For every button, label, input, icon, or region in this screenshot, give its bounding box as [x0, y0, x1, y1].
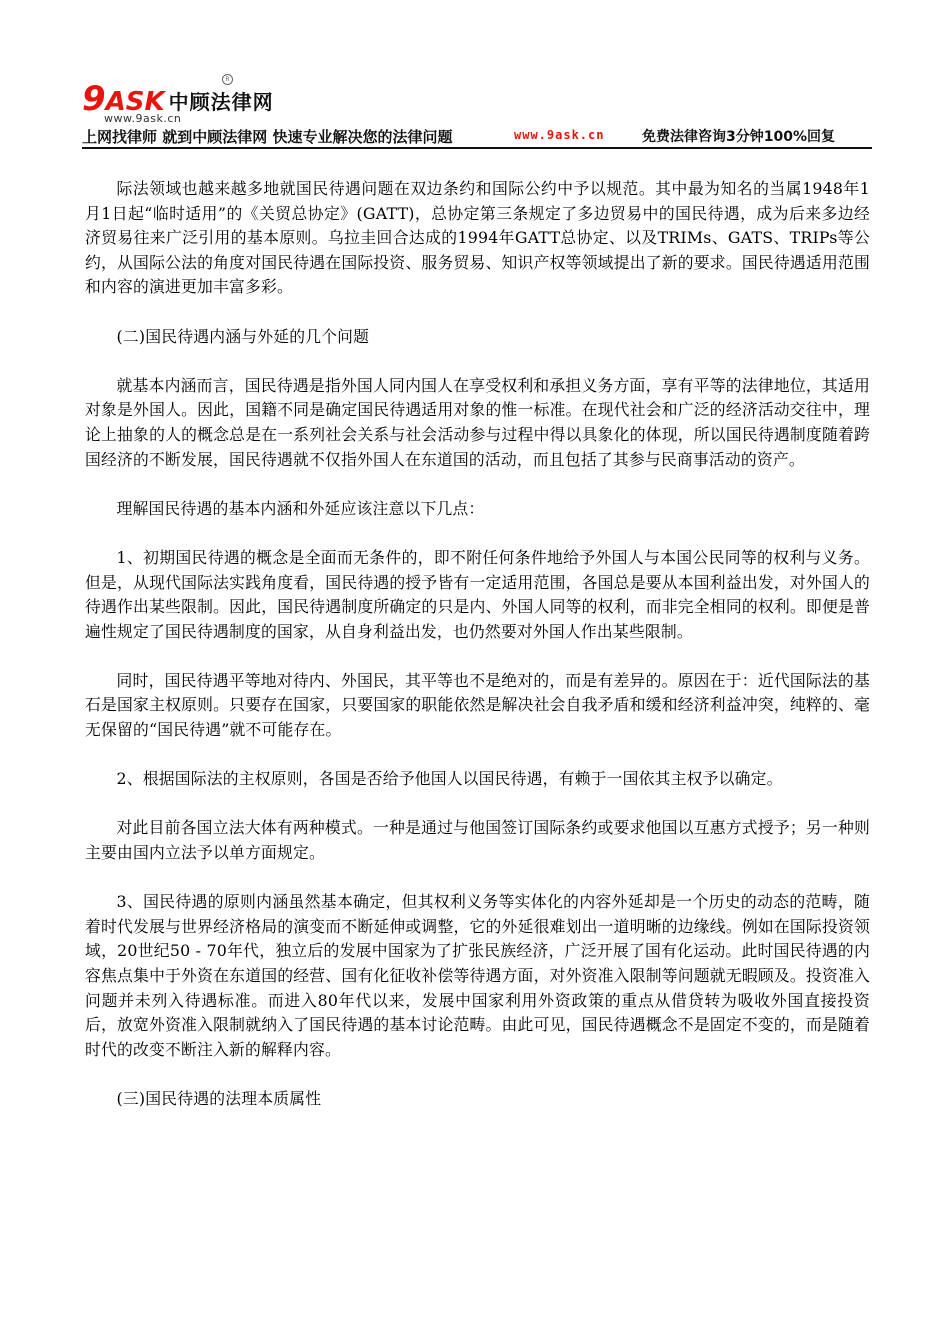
paragraph: 对此目前各国立法大体有两种模式。一种是通过与他国签订国际条约或要求他国以互惠方式授予；另一种则主要由国内立法予以单方面规定。 [85, 818, 870, 863]
logo-url: www.9ask.cn [104, 112, 182, 125]
registered-mark-icon: R [222, 74, 233, 85]
paragraph: 2、根据国际法的主权原则，各国是否给予他国人以国民待遇，有赖于一国依其主权予以确定。 [116, 769, 783, 789]
section-heading: (二)国民待遇内涵与外延的几个问题 [116, 326, 370, 346]
paragraph: 就基本内涵而言，国民待遇是指外国人同内国人在享受权利和承担义务方面，享有平等的法律地位，其适用对象是外国人。因此，国籍不同是确定国民待遇适用对象的惟一标准。在现代社会和广泛的经济活动交往中，理论上抽象的人的概念总是在一系列社会关系与社会活动参与过程中得以具象化的体现，所以国民待遇制度随着跨国经济的不断发展，国民待遇就不仅指外国人在东道国的活动，而且包括了其参与民商事活动的资产。 [85, 375, 870, 469]
header-site-link[interactable]: www.9ask.cn [514, 128, 605, 142]
paragraph: 理解国民待遇的基本内涵和外延应该注意以下几点： [116, 498, 485, 518]
header-service-promo: 免费法律咨询3分钟100%回复 [642, 129, 835, 145]
header-slogan: 上网找律师 就到中顾法律网 快速专业解决您的法律问题 [82, 128, 453, 146]
paragraph: 同时，国民待遇平等地对待内、外国民，其平等也不是绝对的，而是有差异的。原因在于：近代国际法的基石是国家主权原则。只要存在国家，只要国家的职能依然是解决社会自我矛盾和缓和经济利益冲突，纯粹的、毫无保留的“国民待遇”就不可能存在。 [85, 670, 870, 740]
section-heading: (三)国民待遇的法理本质属性 [116, 1088, 322, 1108]
paragraph: 1、初期国民待遇的概念是全面而无条件的，即不附任何条件地给予外国人与本国公民同等的权利与义务。但是，从现代国际法实践角度看，国民待遇的授予皆有一定适用范围，各国总是要从本国利益出发，对外国人的待遇作出某些限制。因此，国民待遇制度所确定的只是内、外国人同等的权利，而非完全相同的权利。即便是普遍性规定了国民待遇制度的国家，从自身利益出发，也仍然要对外国人作出某些限制。 [85, 547, 870, 641]
logo-chinese-name: 中顾法律网 [168, 90, 274, 114]
logo-mark: 9 [82, 79, 105, 119]
paragraph: 际法领域也越来越多地就国民待遇问题在双边条约和国际公约中予以规范。其中最为知名的当属1948年1月1日起“临时适用”的《关贸总协定》(GATT)，总协定第三条规定了多边贸易中的国民待遇，成为后来多边经济贸易往来广泛引用的基本原则。乌拉圭回合达成的1994年GATT总协定、以及TRIMs、GATS、TRIPs等公约，从国际公法的角度对国民待遇在国际投资、服务贸易、知识产权等领域提出了新的要求。国民待遇适用范围和内容的演进更加丰富多彩。 [85, 179, 870, 297]
document-body [85, 177, 870, 1136]
header-divider [82, 147, 872, 149]
site-header [82, 76, 872, 150]
paragraph: 3、国民待遇的原则内涵虽然基本确定，但其权利义务等实体化的内容外延却是一个历史的动态的范畴，随着时代发展与世界经济格局的演变而不断延伸或调整，它的外延很难划出一道明晰的边缘线。例如在国际投资领域，20世纪50 - 70年代，独立后的发展中国家为了扩张民族经济，广泛开展了国有化运动。此时国民待遇的内容焦点集中于外资在东道国的经营、国有化征收补偿等待遇方面，对外资准入限制等问题就无暇顾及。投资准入问题并未列入待遇标准。而进入80年代以来，发展中国家利用外资政策的重点从借贷转为吸收外国直接投资后，放宽外资准入限制就纳入了国民待遇的基本讨论范畴。由此可见，国民待遇概念不是固定不变的，而是随着时代的改变不断注入新的解释内容。 [85, 892, 870, 1059]
logo-text: ASK [105, 87, 165, 117]
